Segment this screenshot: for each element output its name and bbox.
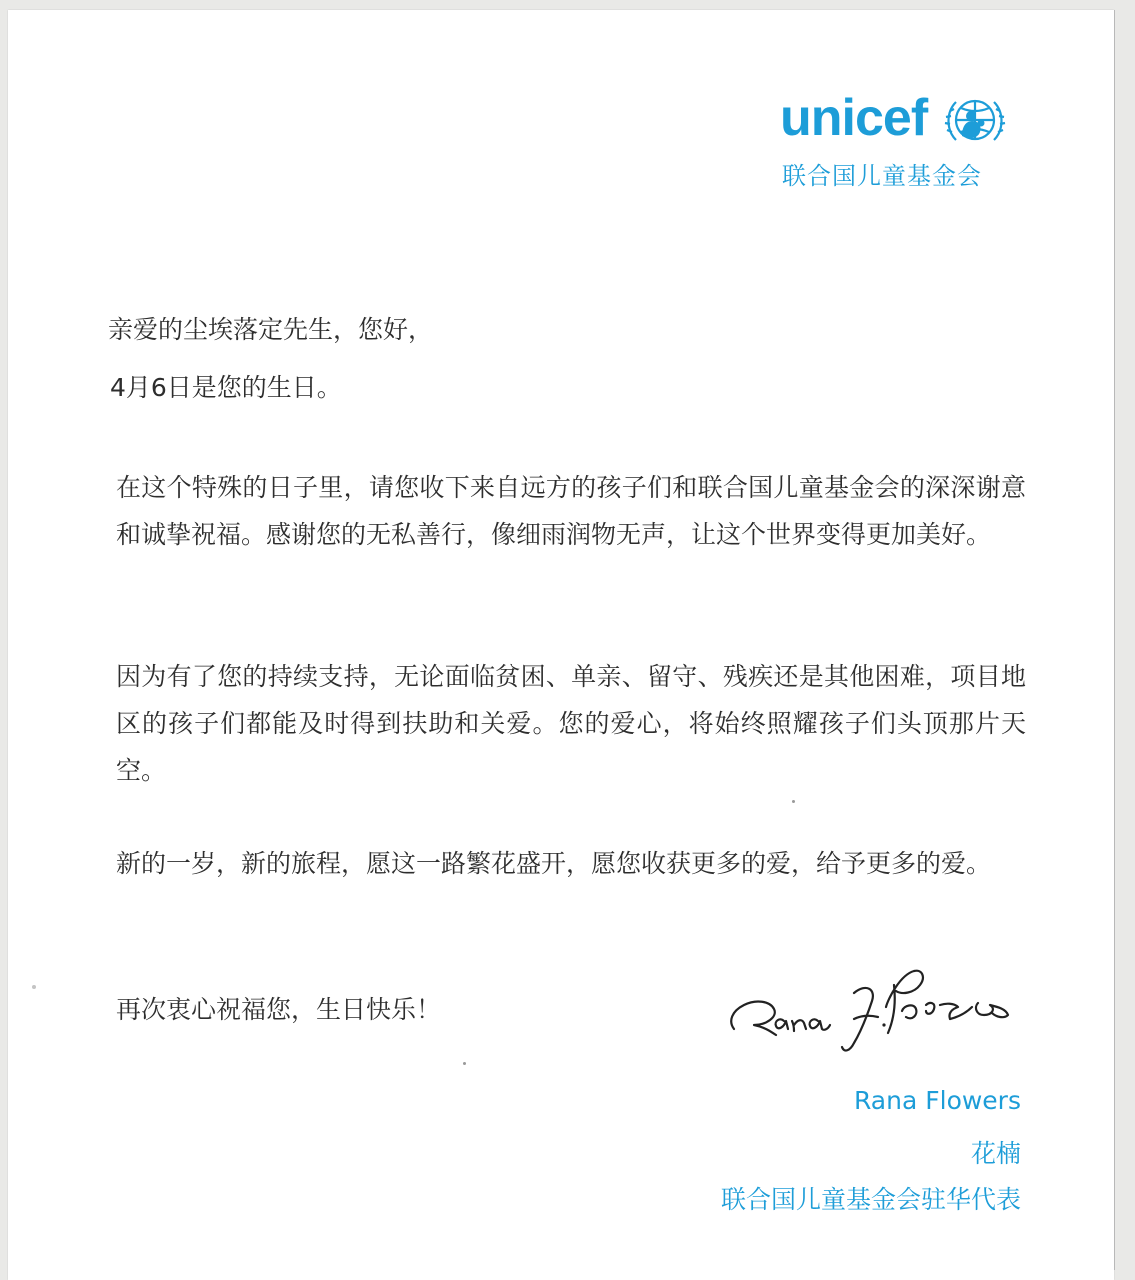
paper-speck (792, 800, 795, 803)
page-edge (1114, 10, 1115, 1270)
logo-chinese-name: 联合国儿童基金会 (782, 162, 982, 190)
logo-wordmark: unicef (780, 89, 928, 147)
paragraph-support: 因为有了您的持续支持，无论面临贫困、单亲、留守、残疾还是其他困难，项目地区的孩子们都能及时得到扶助和关爱。您的爱心，将始终照耀孩子们头顶那片天空。 (116, 662, 1026, 785)
signer-name-cn: 花楠 (970, 1139, 1021, 1168)
birthday-line: 4月6日是您的生日。 (110, 373, 342, 402)
paper-speck (32, 985, 36, 989)
unicef-emblem-icon (944, 92, 1006, 150)
paragraph-wishes: 新的一岁，新的旅程，愿这一路繁花盛开，愿您收获更多的爱，给予更多的爱。 (116, 849, 992, 878)
signer-name-en: Rana Flowers (853, 1086, 1021, 1115)
salutation: 亲爱的尘埃落定先生，您好， (108, 315, 434, 344)
paragraph-thanks: 在这个特殊的日子里，请您收下来自远方的孩子们和联合国儿童基金会的深深谢意和诚挚祝福。感谢您的无私善行，像细雨润物无声，让这个世界变得更加美好。 (116, 473, 1026, 549)
closing-line: 再次衷心祝福您，生日快乐！ (116, 995, 442, 1024)
handwritten-signature (726, 963, 1026, 1063)
signer-title: 联合国儿童基金会驻华代表 (720, 1185, 1021, 1214)
paper-speck (463, 1062, 466, 1065)
unicef-logo (780, 86, 1020, 196)
